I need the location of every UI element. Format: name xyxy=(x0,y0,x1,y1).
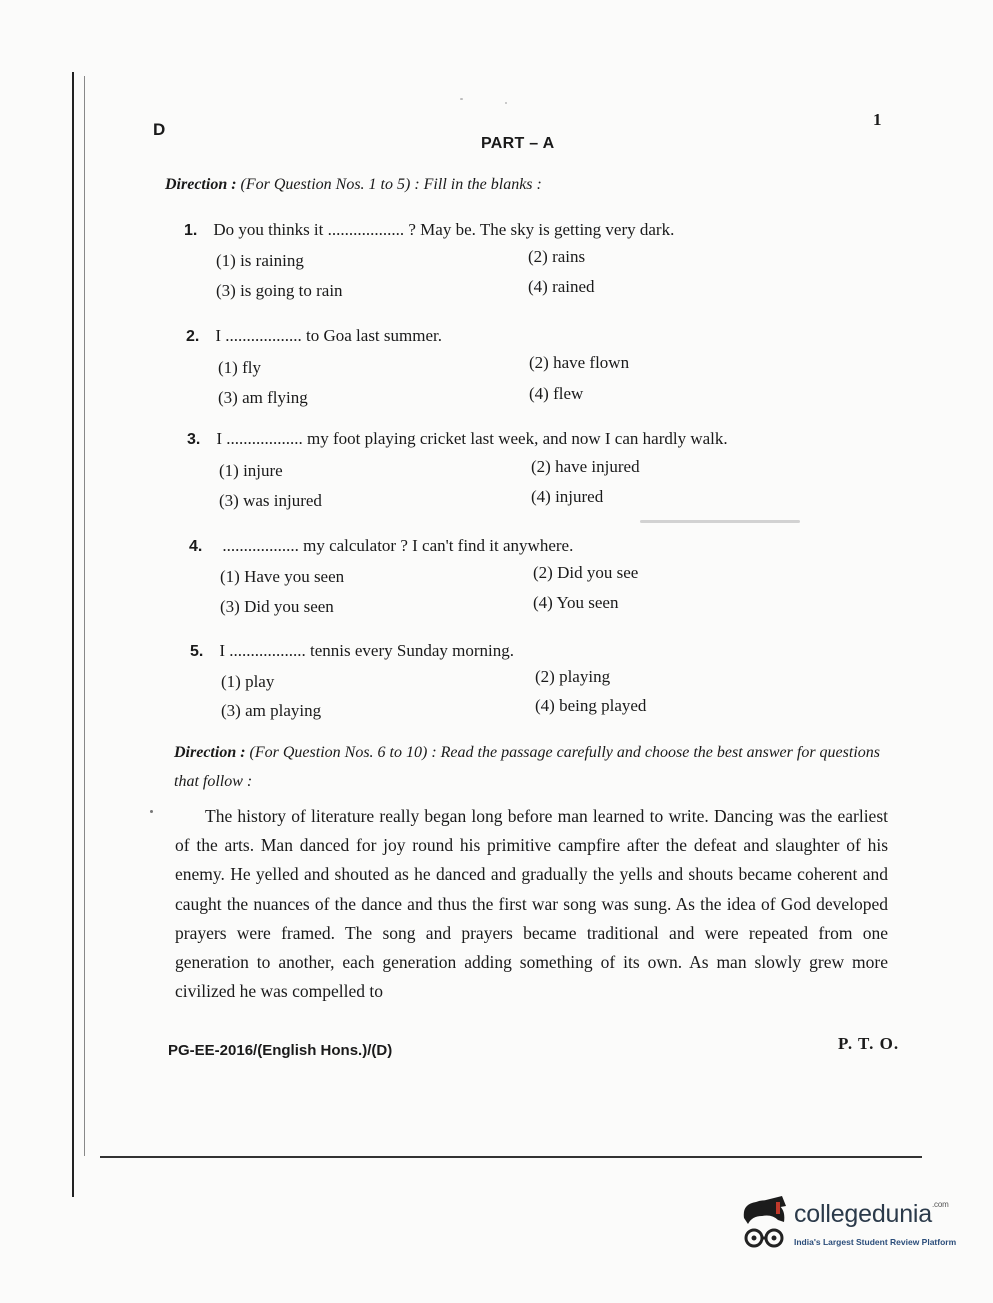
option: (2) Did you see xyxy=(533,563,639,582)
part-title: PART – A xyxy=(481,135,555,152)
option: (3) am flying xyxy=(218,388,308,407)
page-number: 1 xyxy=(873,110,882,129)
option: (3) am playing xyxy=(221,701,322,720)
option: (3) was injured xyxy=(219,491,322,510)
direction-2-text: (For Question Nos. 6 to 10) : Read the passage carefully and choose the best answer for questions that follow : xyxy=(174,744,880,790)
mascot-icon xyxy=(738,1196,792,1256)
question-number: 4. xyxy=(189,538,203,555)
option: (1) Have you seen xyxy=(220,567,345,586)
question-text: I .................. tennis every Sunday morning. xyxy=(219,641,514,660)
paper-code: PG-EE-2016/(English Hons.)/(D) xyxy=(168,1042,393,1059)
option: (4) flew xyxy=(529,384,584,403)
option: (2) have injured xyxy=(531,457,640,476)
question-5 xyxy=(190,641,514,661)
direction-2-label: Direction : xyxy=(174,744,246,761)
question-text: .................. my calculator ? I can't find it anywhere. xyxy=(222,536,574,555)
option: (1) is raining xyxy=(216,251,304,270)
option: (1) play xyxy=(221,672,275,691)
direction-1 xyxy=(165,176,542,194)
option: (3) is going to rain xyxy=(216,281,343,300)
option: (1) injure xyxy=(219,461,283,480)
option: (2) rains xyxy=(528,247,586,266)
question-number: 3. xyxy=(187,431,201,448)
question-text: Do you thinks it .................. ? May be. The sky is getting very dark. xyxy=(213,220,675,239)
brand-text: collegedunia xyxy=(794,1200,932,1228)
question-2 xyxy=(186,326,442,346)
please-turn-over: P. T. O. xyxy=(838,1034,900,1053)
direction-1-label: Direction : xyxy=(165,176,237,193)
brand-tagline: India's Largest Student Review Platform xyxy=(794,1237,957,1247)
question-4 xyxy=(189,536,573,556)
option: (2) playing xyxy=(535,667,611,686)
option: (4) rained xyxy=(528,277,595,296)
brand-name xyxy=(794,1200,949,1229)
direction-1-text: (For Question Nos. 1 to 5) : Fill in the blanks : xyxy=(240,176,542,193)
left-margin-rule-inner xyxy=(84,76,85,1156)
question-text: I .................. my foot playing cricket last week, and now I can hardly walk. xyxy=(216,429,728,448)
question-number: 5. xyxy=(190,643,204,660)
brand-suffix: .com xyxy=(932,1200,949,1209)
scan-speck xyxy=(150,810,153,813)
option: (4) being played xyxy=(535,696,647,715)
left-margin-rule xyxy=(72,72,74,1197)
scan-speck xyxy=(505,102,507,104)
question-number: 1. xyxy=(184,222,198,239)
option: (3) Did you seen xyxy=(220,597,334,616)
collegedunia-watermark xyxy=(738,1196,963,1260)
question-1 xyxy=(184,220,674,240)
question-number: 2. xyxy=(186,328,200,345)
option: (4) injured xyxy=(531,487,604,506)
option: (1) fly xyxy=(218,358,261,377)
bottom-rule xyxy=(100,1156,922,1158)
question-text: I .................. to Goa last summer. xyxy=(215,326,442,345)
option: (2) have flown xyxy=(529,353,630,372)
option: (4) You seen xyxy=(533,593,619,612)
passage-paragraph: The history of literature really began long before man learned to write. Dancing was the earliest of the arts. Man danced for joy round his primitive campfire after the defeat and slaughter of his enemy. He yelled and shouted as he danced and gradually the yells and shouts became coherent and caught the nuances of the dance and thus the first war song was sung. As the idea of God developed prayers were framed. The song and prayers became traditional and were repeated from one generation to another, each generation adding something of its own. As man slowly grew more civilized he was compelled to xyxy=(175,806,888,1002)
scan-speck xyxy=(460,98,463,100)
question-3 xyxy=(187,429,728,449)
scan-streak xyxy=(640,520,800,523)
set-label: D xyxy=(153,120,166,139)
direction-2 xyxy=(174,738,889,796)
reading-passage xyxy=(175,802,888,1006)
